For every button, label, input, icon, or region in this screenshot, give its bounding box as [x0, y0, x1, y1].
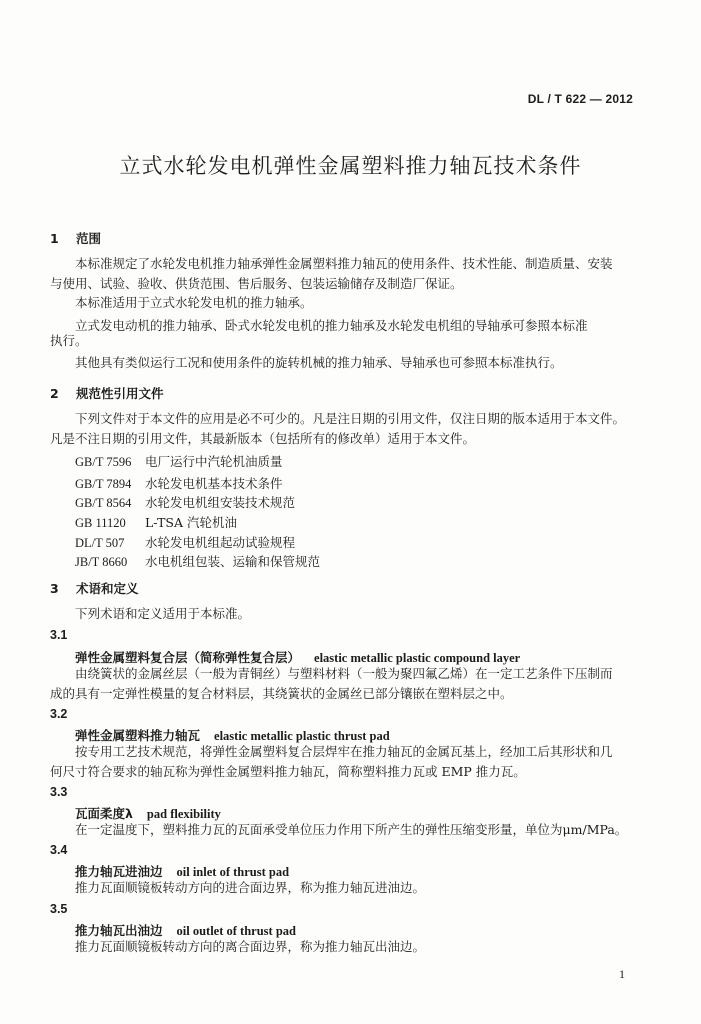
term-heading: 推力轴瓦进油边 oil inlet of thrust pad	[75, 864, 290, 879]
section-heading: 2 规范性引用文件	[50, 386, 164, 401]
clause-number: 3.4	[50, 843, 68, 857]
clause-number: 3.1	[50, 628, 68, 642]
paragraph-line: 其他具有类似运行工况和使用条件的旋转机械的推力轴承、导轴承也可参照本标准执行。	[75, 355, 563, 370]
definition-line: 成的具有一定弹性模量的复合材料层，其绕簧状的金属丝已部分镶嵌在塑料层之中。	[50, 686, 513, 701]
standard-number: DL / T 622 — 2012	[527, 92, 633, 106]
normative-reference: DL/T 507 水轮发电机组起动试验规程	[75, 535, 296, 550]
document-title: 立式水轮发电机弹性金属塑料推力轴瓦技术条件	[119, 154, 582, 178]
paragraph-line: 本标准规定了水轮发电机推力轴承弹性金属塑料推力轴瓦的使用条件、技术性能、制造质量、安装	[75, 256, 613, 271]
definition-line: 推力瓦面顺镜板转动方向的离合面边界，称为推力轴瓦出油边。	[75, 939, 426, 954]
paragraph-line: 下列术语和定义适用于本标准。	[75, 606, 251, 621]
normative-reference: GB/T 8564 水轮发电机组安装技术规范	[75, 495, 296, 510]
section-heading: 1 范围	[50, 231, 102, 246]
definition-line: 由绕簧状的金属丝层（一般为青铜丝）与塑料材料（一般为聚四氟乙烯）在一定工艺条件下压制而	[75, 666, 613, 681]
paragraph-line: 立式发电动机的推力轴承、卧式水轮发电机的推力轴承及水轮发电机组的导轴承可参照本标准	[75, 318, 588, 333]
term-heading: 弹性金属塑料推力轴瓦 elastic metallic plastic thrust pad	[75, 728, 390, 743]
paragraph-line: 下列文件对于本文件的应用是必不可少的。凡是注日期的引用文件，仅注日期的版本适用于本文件。	[75, 411, 626, 426]
definition-line: 何尺寸符合要求的轴瓦称为弹性金属塑料推力轴瓦，简称塑料推力瓦或 EMP 推力瓦。	[50, 764, 526, 779]
paragraph-line: 执行。	[50, 333, 88, 348]
clause-number: 3.5	[50, 902, 68, 916]
normative-reference: GB 11120 L-TSA 汽轮机油	[75, 515, 237, 530]
definition-line: 推力瓦面顺镜板转动方向的进合面边界，称为推力轴瓦进油边。	[75, 880, 426, 895]
section-heading: 3 术语和定义	[50, 581, 139, 596]
normative-reference: GB/T 7596 电厂运行中汽轮机油质量	[75, 454, 283, 469]
normative-reference: JB/T 8660 水电机组包装、运输和保管规范	[75, 554, 321, 569]
term-heading: 推力轴瓦出油边 oil outlet of thrust pad	[75, 923, 296, 938]
page-number: 1	[619, 967, 625, 981]
normative-reference: GB/T 7894 水轮发电机基本技术条件	[75, 476, 283, 491]
term-heading: 瓦面柔度λ pad flexibility	[75, 806, 221, 821]
definition-line: 按专用工艺技术规范，将弹性金属塑料复合层焊牢在推力轴瓦的金属瓦基上，经加工后其形状和几	[75, 744, 613, 759]
clause-number: 3.2	[50, 707, 68, 721]
definition-line: 在一定温度下，塑料推力瓦的瓦面承受单位压力作用下所产生的弹性压缩变形量，单位为μm/MPa。	[75, 822, 628, 837]
term-heading: 弹性金属塑料复合层（简称弹性复合层） elastic metallic plastic compound layer	[75, 650, 521, 665]
paragraph-line: 与使用、试验、验收、供货范围、售后服务、包装运输储存及制造厂保证。	[50, 276, 463, 291]
paragraph-line: 本标准适用于立式水轮发电机的推力轴承。	[75, 295, 313, 310]
clause-number: 3.3	[50, 785, 68, 799]
paragraph-line: 凡是不注日期的引用文件，其最新版本（包括所有的修改单）适用于本文件。	[50, 431, 476, 446]
